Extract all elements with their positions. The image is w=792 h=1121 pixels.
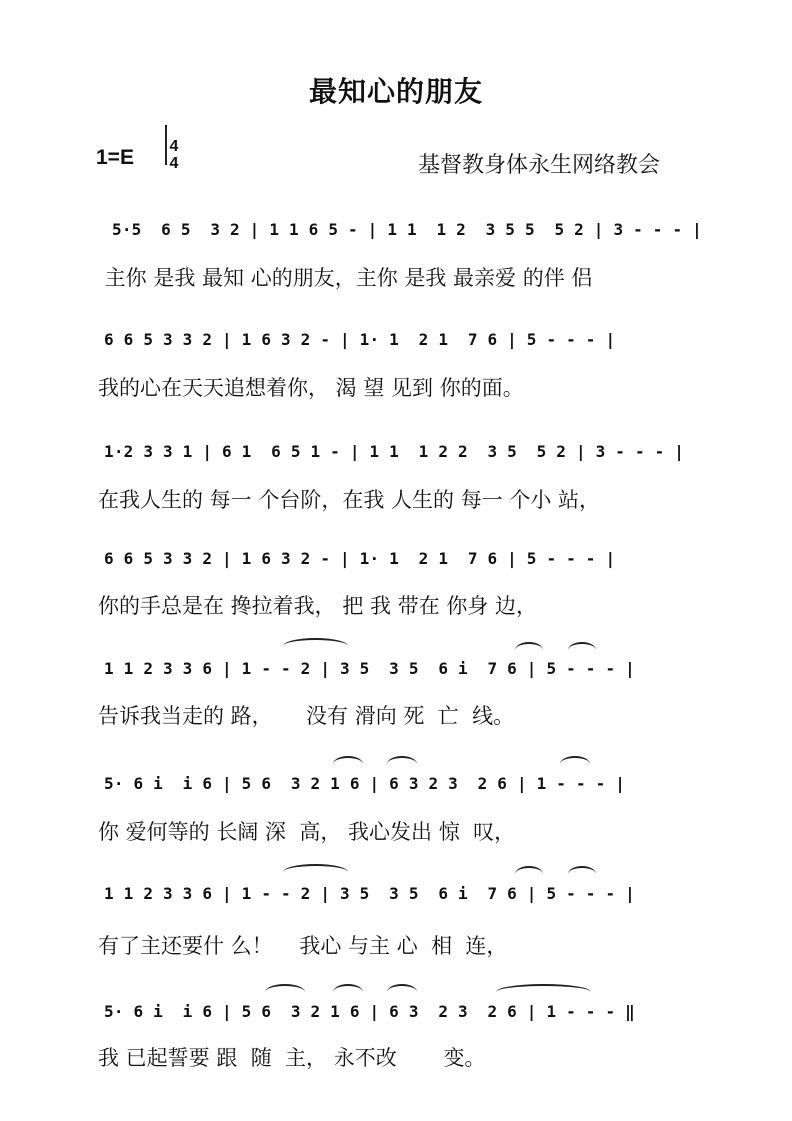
slur-mark [496, 984, 591, 1000]
notation-line [112, 216, 712, 246]
notation-text: 1 1 2 3 3 6 | 1 - - 2 | 3 5 3 5 6 i 7 6 | 5 - - - | [104, 659, 635, 678]
meter-top: 4 [169, 138, 179, 155]
lyric-line: 主你 是我 最知 心的朋友，主你 是我 最亲爱 的伴 侣 [98, 266, 593, 290]
meter-bottom: 4 [169, 155, 179, 172]
slur-mark [333, 756, 363, 772]
slur-mark [515, 866, 543, 882]
tie-mark [283, 638, 348, 654]
notation-text: 5·5 6 5 3 2 | 1 1 6 5 - | 1 1 1 2 3 5 5 5 2 | 3 - - - | [112, 220, 702, 239]
slur-mark [387, 756, 417, 772]
notation-text: 6 6 5 3 3 2 | 1 6 3 2 - | 1· 1 2 1 7 6 | 5 - - - | [104, 330, 616, 349]
lyric-line: 我的心在天天追想着你， 渴 望 见到 你的面。 [98, 376, 524, 400]
slur-mark [265, 984, 305, 1000]
notation-line [104, 880, 714, 910]
notation-text: 5· 6 i i 6 | 5 6 3 2 1 6 | 6 3 2 3 2 6 | 1 - - - ‖ [104, 1002, 635, 1021]
source-credit: 基督教身体永生网络教会 [418, 153, 661, 178]
song-title: 最知心的朋友 [308, 75, 483, 108]
notation-line [104, 655, 714, 685]
lyric-line: 你的手总是在 搀拉着我， 把 我 带在 你身 边， [98, 594, 538, 618]
slur-mark [515, 642, 543, 658]
notation-text: 6 6 5 3 3 2 | 1 6 3 2 - | 1· 1 2 1 7 6 | 5 - - - | [104, 549, 616, 568]
lyric-line: 我 已起誓要 跟 随 主， 永不改 变。 [98, 1046, 486, 1070]
notation-text: 5· 6 i i 6 | 5 6 3 2 1 6 | 6 3 2 3 2 6 | 1 - - - | [104, 774, 626, 793]
slur-mark [560, 756, 590, 772]
slur-mark [568, 866, 596, 882]
lyric-line: 在我人生的 每一 个台阶，在我 人生的 每一 个小 站， [98, 488, 601, 512]
tie-mark [283, 864, 348, 880]
notation-text: 1 1 2 3 3 6 | 1 - - 2 | 3 5 3 5 6 i 7 6 | 5 - - - | [104, 884, 635, 903]
notation-text: 1·2 3 3 1 | 6 1 6 5 1 - | 1 1 1 2 2 3 5 5 2 | 3 - - - | [104, 442, 685, 461]
slur-mark [333, 984, 363, 1000]
notation-line [104, 438, 714, 468]
meter-divider [165, 125, 167, 165]
slur-mark [568, 642, 596, 658]
lyric-line: 告诉我当走的 路， 没有 滑向 死 亡 线。 [98, 704, 515, 728]
notation-line [104, 770, 714, 800]
notation-line [104, 326, 714, 356]
lyric-line: 你 爱何等的 长阔 深 高， 我心发出 惊 叹， [98, 820, 516, 844]
notation-line [104, 545, 714, 575]
lyric-line: 有了主还要什 么！ 我心 与主 心 相 连， [98, 934, 508, 958]
key-signature: 1=E [96, 146, 134, 169]
time-signature [163, 138, 185, 172]
slur-mark [387, 984, 417, 1000]
notation-line [104, 998, 714, 1028]
